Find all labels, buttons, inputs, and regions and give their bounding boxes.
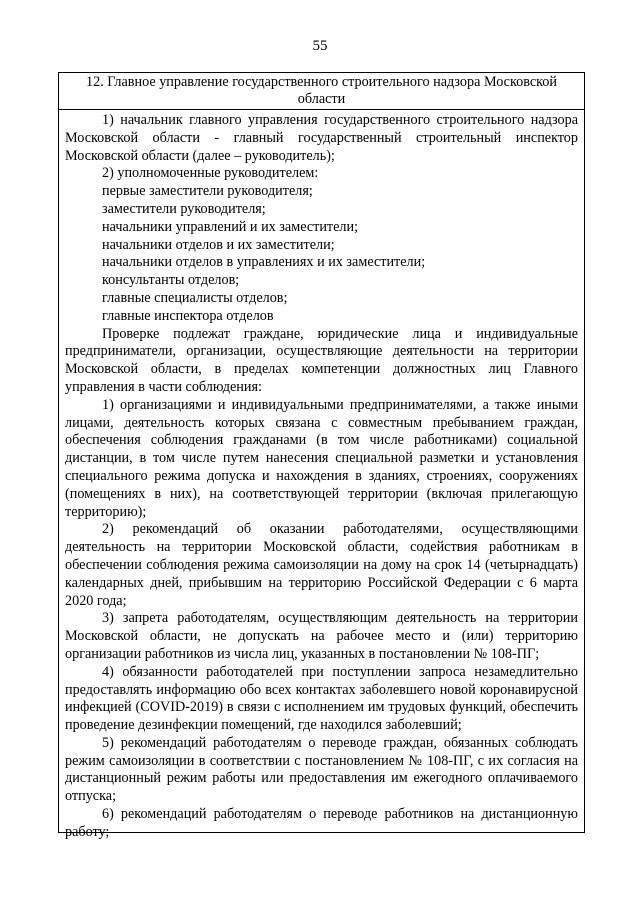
inspection-item-2: 2) рекомендаций об оказании работодателями, осуществляющими деятельность на территории Московской области, содействия работникам в обеспечении соблюдения режима самоизоляции на дому на срок 14 (четырнадцать) календарных дней, прибывшим на территорию Российской Федерации с 6 марта 2020 года; xyxy=(65,521,578,609)
section-title: 12. Главное управление государственного строительного надзора Московской области xyxy=(59,73,584,110)
official-list-item: начальники управлений и их заместители; xyxy=(102,218,359,235)
official-list-item: главные специалисты отделов; xyxy=(102,289,288,306)
official-list-item: заместители руководителя; xyxy=(102,200,266,217)
page-number: 55 xyxy=(312,38,328,54)
official-list-item: начальники отделов в управлениях и их заместители; xyxy=(102,254,426,271)
official-list-item: начальники отделов и их заместители; xyxy=(102,236,335,253)
official-item-1: 1) начальник главного управления государственного строительного надзора Московской области - главный государственный строительный инспектор Московской области (далее – руководитель); xyxy=(65,112,578,164)
inspection-item-1: 1) организациями и индивидуальными предпринимателями, а также иными лицами, деятельность которых связана с совместным пребыванием граждан, обеспечения соблюдения гражданами (в том числе работниками) социальной дистанции, в том числе путем нанесения специальной разметки и установления специального режима допуска и нахождения в зданиях, строениях, сооружениях (помещениях в них), на соответствующей территории (включая прилегающую территорию); xyxy=(65,396,578,520)
inspection-item-6: 6) рекомендаций работодателям о переводе работников на дистанционную работу; xyxy=(65,806,578,840)
inspection-intro: Проверке подлежат граждане, юридические лица и индивидуальные предприниматели, организации, осуществляющие деятельности на территории Московской области, в пределах компетенции должностных лиц Главного управления в части соблюдения: xyxy=(65,325,578,395)
document-table xyxy=(58,72,585,840)
official-list-item: главные инспектора отделов xyxy=(102,307,274,324)
inspection-item-5: 5) рекомендаций работодателям о переводе граждан, обязанных соблюдать режим самоизоляции в соответствии с постановлением № 108-ПГ, с их согласия на дистанционный режим работы или предоставления им ежегодного оплачиваемого отпуска; xyxy=(65,734,578,805)
inspection-item-4: 4) обязанности работодателей при поступлении запроса незамедлительно предоставлять информацию обо всех контактах заболевшего новой коронавирусной инфекцией (COVID-2019) в связи с исполнением им трудовых функций, обеспечить проведение дезинфекции помещений, где находился заболевший; xyxy=(65,663,578,734)
section-body xyxy=(59,110,584,842)
official-list-item: консультанты отделов; xyxy=(102,272,240,289)
official-item-2: 2) уполномоченные руководителем: xyxy=(102,165,319,182)
official-list-item: первые заместители руководителя; xyxy=(102,183,313,200)
inspection-item-3: 3) запрета работодателям, осуществляющим деятельность на территории Московской области, не допускать на рабочее место и (или) территорию организации работников из числа лиц, указанных в постановлении № 108-ПГ; xyxy=(65,610,578,662)
